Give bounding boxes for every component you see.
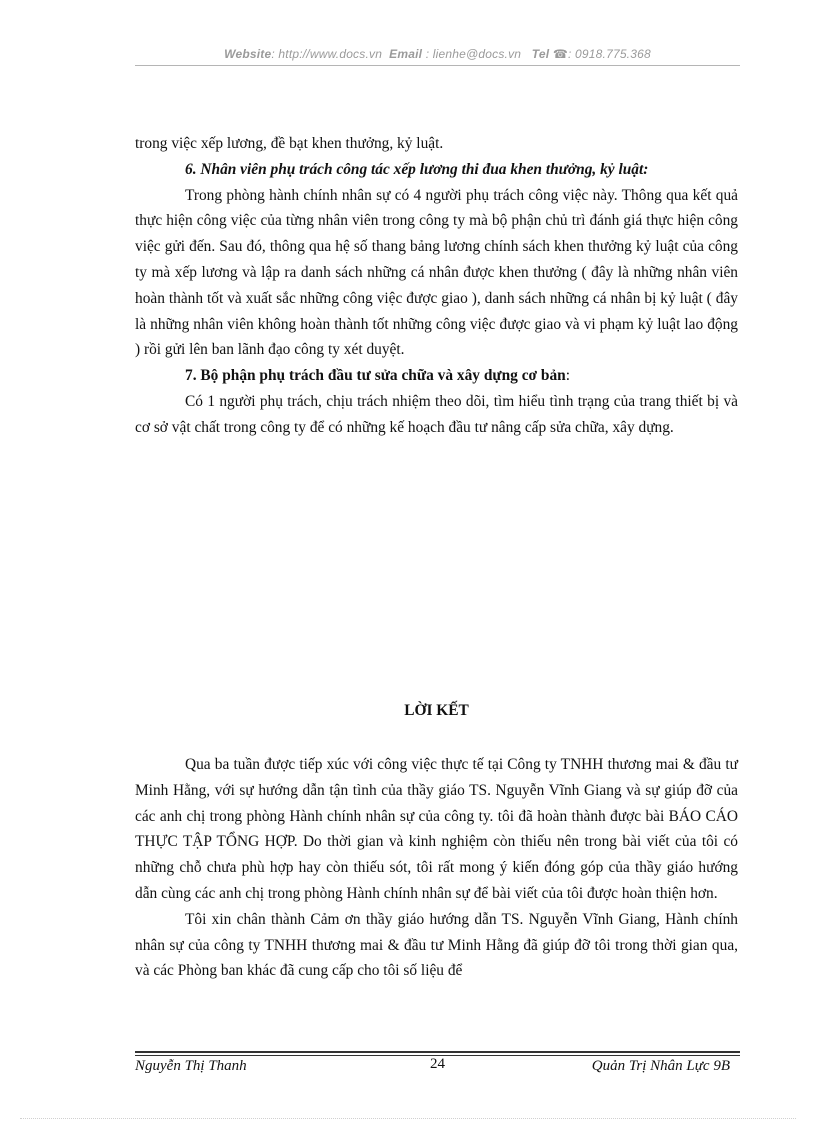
section-6-text: Trong phòng hành chính nhân sự có 4 người phụ trách công việc này. Thông qua kết quả thực hiện công việc của từng nhân viên trong công ty mà bộ phận chủ trì đánh giá thực hiện công việc gửi đến. Sau đó, thông qua hệ số thang bảng lương chính sách khen thưởng kỷ luật của công ty mà xếp lương và lập ra danh sách những cá nhân được khen thưởng ( đây là những nhân viên hoàn thành tốt và xuất sắc những công việc được giao ), danh sách những cá nhân bị kỷ luật ( đây là những nhân viên không hoàn thành tốt những công việc được giao và vi phạm kỷ luật lao động ) rồi gửi lên ban lãnh đạo công ty xét duyệt. [135, 186, 738, 359]
page-footer [135, 1056, 740, 1078]
section-6-heading: 6. Nhân viên phụ trách công tác xếp lương thi đua khen thưởng, kỷ luật: [185, 160, 649, 178]
conclusion-title: LỜI KẾT [404, 702, 469, 719]
phone-icon: ☎ [552, 47, 568, 61]
email-label: Email [389, 47, 423, 61]
page-header [135, 47, 740, 61]
footer-author: Nguyễn Thị Thanh [135, 1058, 247, 1074]
tel-label: Tel [531, 47, 550, 61]
continuation-text: trong việc xếp lương, đề bạt khen thưởng, kỷ luật. [135, 135, 444, 152]
body-block-conclusion [135, 752, 738, 984]
tel-value: : 0918.775.368 [567, 47, 651, 61]
header-rule [135, 65, 740, 66]
footer-course: Quản Trị Nhân Lực 9B [591, 1058, 730, 1074]
website-value: : http://www.docs.vn [271, 47, 383, 61]
section-7-text: Có 1 người phụ trách, chịu trách nhiệm theo dõi, tìm hiểu tình trạng của trang thiết bị và cơ sở vật chất trong công ty để có những kế hoạch đầu tư nâng cấp sửa chữa, xây dựng. [135, 392, 738, 436]
body-block-sections [135, 131, 738, 441]
email-value: : lienhe@docs.vn [425, 47, 522, 61]
conclusion-paragraph-2: Tôi xin chân thành Cảm ơn thầy giáo hướng dẫn TS. Nguyễn Vĩnh Giang, Hành chính nhân sự của công ty TNHH thương mai & đầu tư Minh Hằng đã giúp đỡ tôi trong thời gian qua, và các Phòng ban khác đã cung cấp cho tôi số liệu để [135, 910, 738, 980]
page-edge-divider [20, 1118, 796, 1119]
website-label: Website [224, 47, 272, 61]
page-number: 24 [430, 1056, 445, 1072]
footer-rule-thick [135, 1051, 740, 1053]
section-7-heading: 7. Bộ phận phụ trách đầu tư sửa chữa và xây dựng cơ bản: [185, 367, 571, 385]
conclusion-paragraph-1: Qua ba tuần được tiếp xúc với công việc thực tế tại Công ty TNHH thương mai & đầu tư Minh Hằng, với sự hướng dẫn tận tình của thầy giáo TS. Nguyễn Vĩnh Giang và sự giúp đỡ của các anh chị trong phòng Hành chính nhân sự của công ty. tôi đã hoàn thành được bài BÁO CÁO THỰC TẬP TỔNG HỢP. Do thời gian và kinh nghiệm còn thiếu nên trong bài viết của tôi có những chỗ chưa phù hợp hay còn thiếu sót, tôi rất mong ý kiến đóng góp của thầy giáo hướng dẫn cùng các anh chị trong phòng Hành chính nhân sự để bài viết của tôi được hoàn thiện hơn. [135, 756, 738, 902]
